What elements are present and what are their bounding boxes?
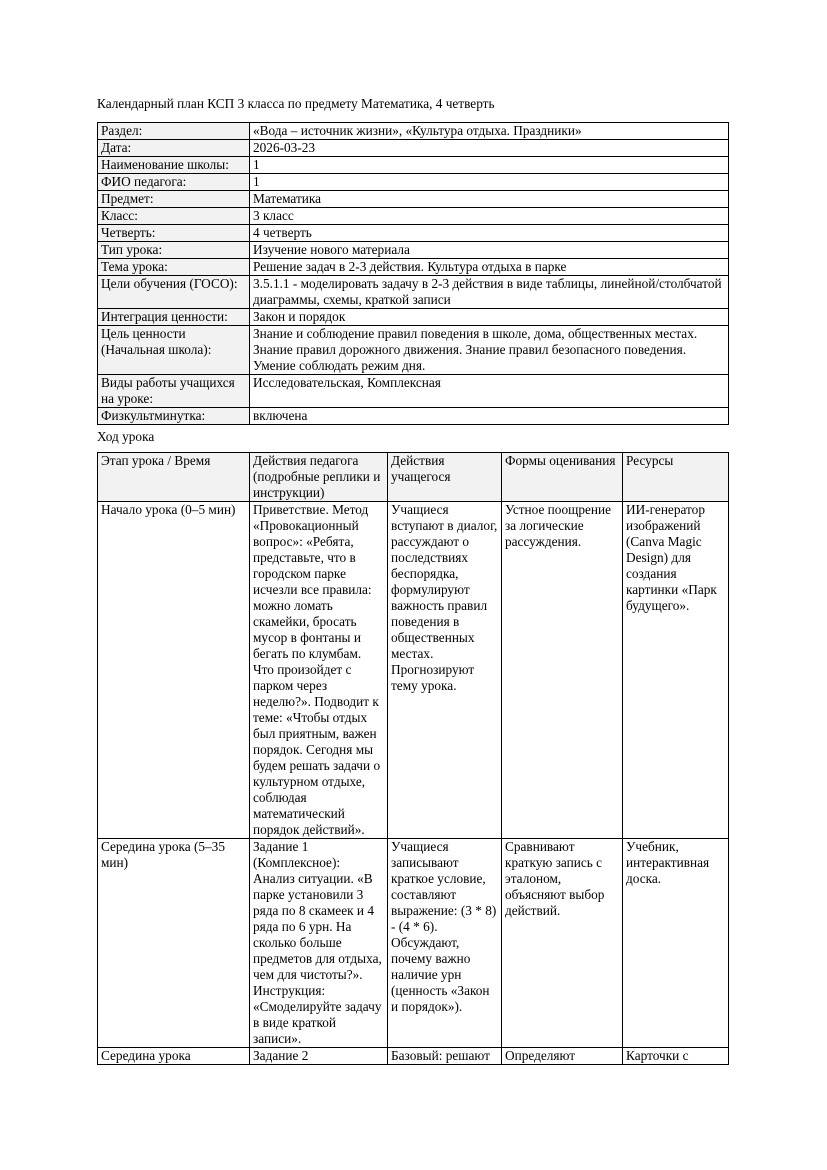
info-value: 3 класс xyxy=(250,208,729,225)
info-label: Раздел: xyxy=(98,123,250,140)
info-value: «Вода – источник жизни», «Культура отдыха. Праздники» xyxy=(250,123,729,140)
info-row xyxy=(98,157,729,174)
stage-cell: Середина урока (5–35 мин) xyxy=(98,839,250,1048)
info-label: Цель ценности (Начальная школа): xyxy=(98,326,250,375)
info-row xyxy=(98,326,729,375)
info-row xyxy=(98,174,729,191)
lesson-flow-table xyxy=(97,452,729,1065)
info-value: Закон и порядок xyxy=(250,309,729,326)
stage-cell: Начало урока (0–5 мин) xyxy=(98,502,250,839)
lesson-row xyxy=(98,839,729,1048)
info-label: Наименование школы: xyxy=(98,157,250,174)
assessment-cell: Сравнивают краткую запись с эталоном, объясняют выбор действий. xyxy=(502,839,623,1048)
lesson-info-table xyxy=(97,122,729,425)
resources-cell: Карточки с xyxy=(623,1048,729,1065)
info-label: Класс: xyxy=(98,208,250,225)
student-actions-cell: Базовый: решают xyxy=(388,1048,502,1065)
student-actions-cell: Учащиеся записывают краткое условие, составляют выражение: (3 * 8) - (4 * 6). Обсуждают, почему важно наличие урн (ценность «Закон и порядок»). xyxy=(388,839,502,1048)
info-label: Цели обучения (ГОСО): xyxy=(98,276,250,309)
info-label: Тип урока: xyxy=(98,242,250,259)
info-value: Решение задач в 2-3 действия. Культура отдыха в парке xyxy=(250,259,729,276)
teacher-actions-cell: Задание 1 (Комплексное): Анализ ситуации. «В парке установили 3 ряда по 8 скамеек и 4 ряда по 6 урн. На сколько больше предметов для отдыха, чем для чистоты?». Инструкция: «Смоделируйте задачу в виде краткой записи». xyxy=(250,839,388,1048)
info-row xyxy=(98,242,729,259)
student-actions-cell: Учащиеся вступают в диалог, рассуждают о последствиях беспорядка, формулируют важность правил поведения в общественных местах. Прогнозируют тему урока. xyxy=(388,502,502,839)
lesson-row xyxy=(98,502,729,839)
stage-cell: Середина урока xyxy=(98,1048,250,1065)
info-value: 3.5.1.1 - моделировать задачу в 2-3 действия в виде таблицы, линейной/столбчатой диаграммы, схемы, краткой записи xyxy=(250,276,729,309)
assessment-cell: Устное поощрение за логические рассуждения. xyxy=(502,502,623,839)
info-row xyxy=(98,225,729,242)
info-label: Тема урока: xyxy=(98,259,250,276)
info-label: Четверть: xyxy=(98,225,250,242)
resources-cell: ИИ-генератор изображений (Canva Magic Design) для создания картинки «Парк будущего». xyxy=(623,502,729,839)
assessment-cell: Определяют xyxy=(502,1048,623,1065)
info-label: Физкультминутка: xyxy=(98,408,250,425)
info-row xyxy=(98,191,729,208)
info-label: Интеграция ценности: xyxy=(98,309,250,326)
section-heading: Ход урока xyxy=(97,429,155,444)
info-value: Знание и соблюдение правил поведения в школе, дома, общественных местах. Знание правил дорожного движения. Знание правил безопасного поведения. Умение соблюдать режим дня. xyxy=(250,326,729,375)
info-value: Исследовательская, Комплексная xyxy=(250,375,729,408)
info-value: Математика xyxy=(250,191,729,208)
info-value: включена xyxy=(250,408,729,425)
column-header-student-actions: Действия учащегося xyxy=(388,453,502,502)
info-label: Виды работы учащихся на уроке: xyxy=(98,375,250,408)
resources-cell: Учебник, интерактивная доска. xyxy=(623,839,729,1048)
info-value: 2026-03-23 xyxy=(250,140,729,157)
info-value: 1 xyxy=(250,174,729,191)
info-label: ФИО педагога: xyxy=(98,174,250,191)
info-row xyxy=(98,276,729,309)
lesson-row-truncated xyxy=(98,1048,729,1065)
info-value: 1 xyxy=(250,157,729,174)
column-header-teacher-actions: Действия педагога (подробные реплики и инструкции) xyxy=(250,453,388,502)
column-header-stage: Этап урока / Время xyxy=(98,453,250,502)
column-header-resources: Ресурсы xyxy=(623,453,729,502)
info-row xyxy=(98,123,729,140)
info-row xyxy=(98,259,729,276)
info-label: Предмет: xyxy=(98,191,250,208)
info-row xyxy=(98,375,729,408)
page-title: Календарный план КСП 3 класса по предмету Математика, 4 четверть xyxy=(97,96,495,111)
info-row xyxy=(98,208,729,225)
teacher-actions-cell: Приветствие. Метод «Провокационный вопрос»: «Ребята, представьте, что в городском парке исчезли все правила: можно ломать скамейки, бросать мусор в фонтаны и бегать по клумбам. Что произойдет с парком через неделю?». Подводит к теме: «Чтобы отдых был приятным, важен порядок. Сегодня мы будем решать задачи о культурном отдыхе, соблюдая математический порядок действий». xyxy=(250,502,388,839)
info-row xyxy=(98,140,729,157)
teacher-actions-cell: Задание 2 xyxy=(250,1048,388,1065)
info-value: 4 четверть xyxy=(250,225,729,242)
info-row xyxy=(98,408,729,425)
column-header-assessment: Формы оценивания xyxy=(502,453,623,502)
lesson-header-row xyxy=(98,453,729,502)
info-row xyxy=(98,309,729,326)
info-label: Дата: xyxy=(98,140,250,157)
info-value: Изучение нового материала xyxy=(250,242,729,259)
